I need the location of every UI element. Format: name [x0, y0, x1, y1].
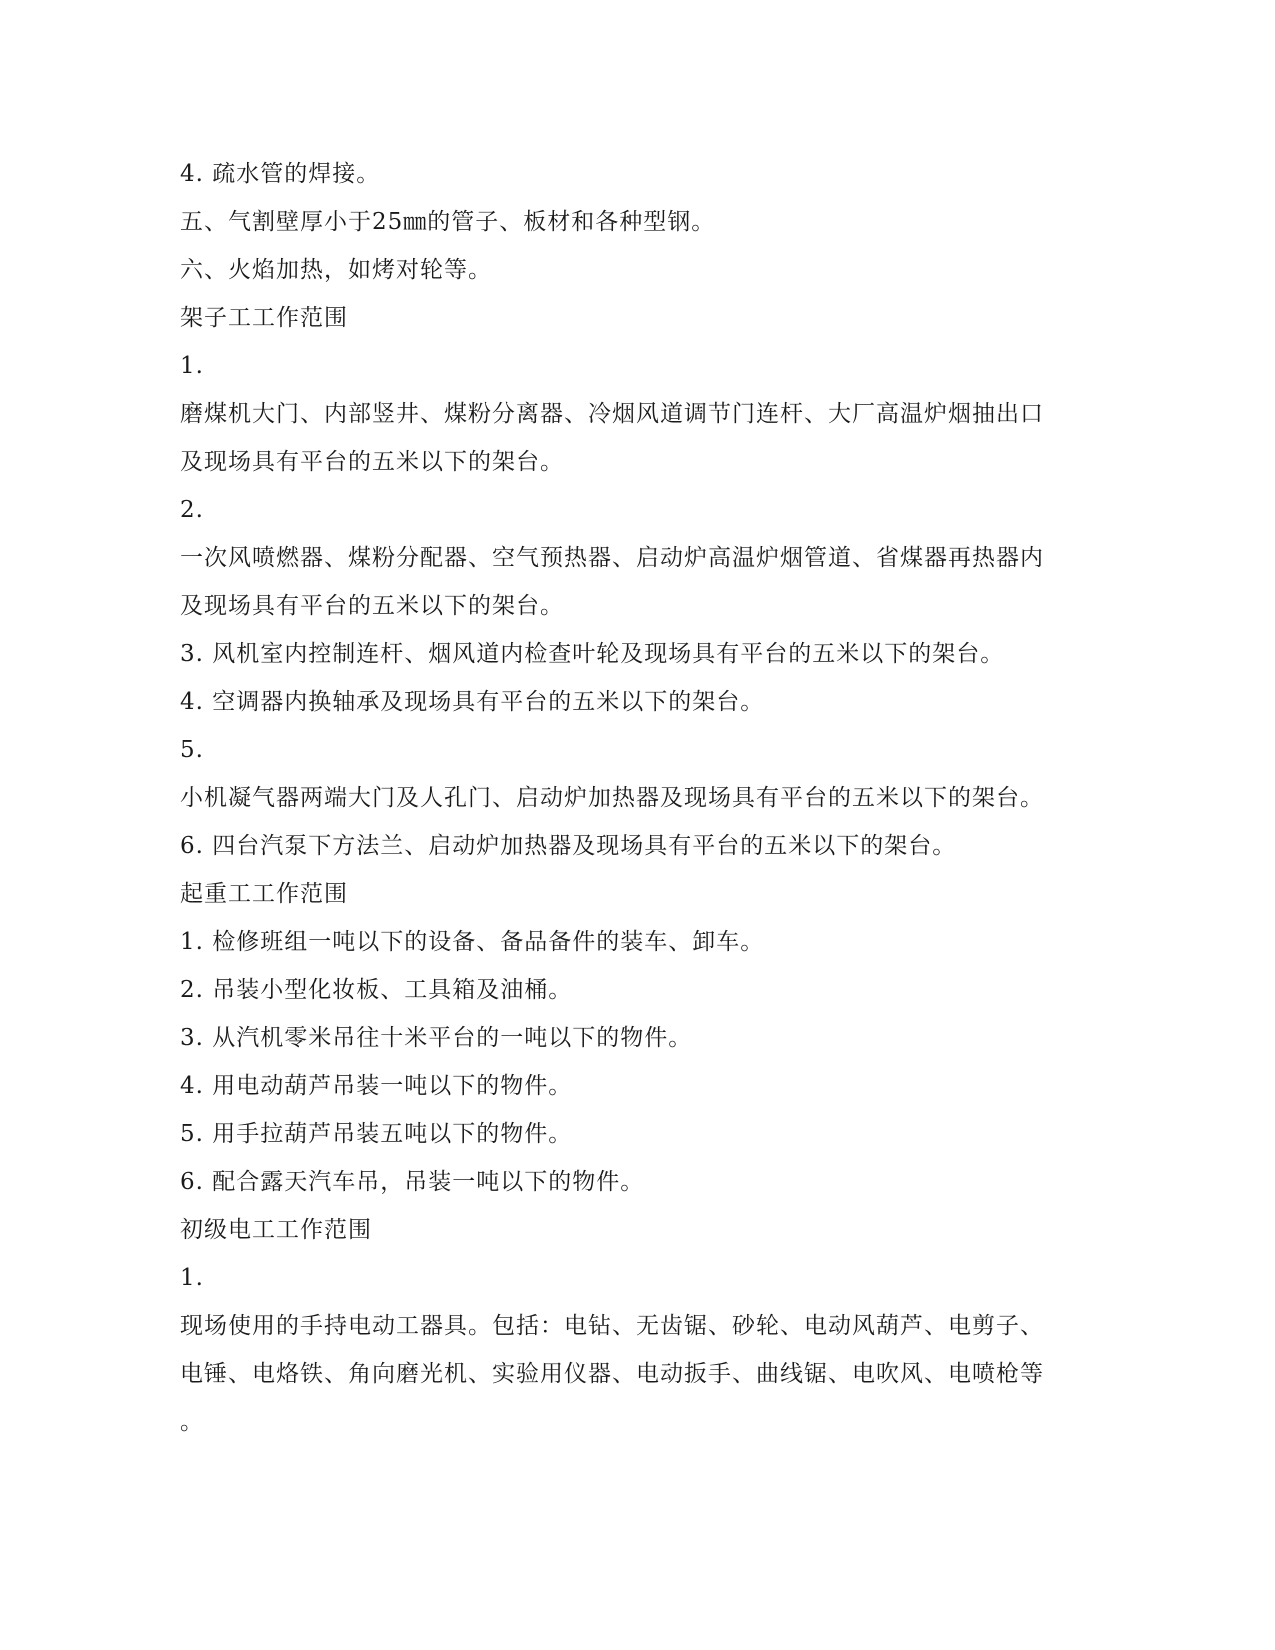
text-line-14: 小机凝气器两端大门及人孔门、启动炉加热器及现场具有平台的五米以下的架台。: [180, 785, 1044, 811]
text-line-6: 磨煤机大门、内部竖井、煤粉分离器、冷烟风道调节门连杆、大厂高温炉烟抽出口: [180, 401, 1044, 427]
text-line-19: 3. 从汽机零米吊往十米平台的一吨以下的物件。: [180, 1025, 693, 1051]
text-line-13: 5.: [180, 737, 204, 763]
text-line-11: 3. 风机室内控制连杆、烟风道内检查叶轮及现场具有平台的五米以下的架台。: [180, 641, 1005, 667]
text-line-24: 1.: [180, 1265, 204, 1291]
text-line-5: 1.: [180, 353, 204, 379]
text-line-27: 。: [180, 1409, 204, 1435]
text-line-15: 6. 四台汽泵下方法兰、启动炉加热器及现场具有平台的五米以下的架台。: [180, 833, 957, 859]
section-heading-rigger: 起重工工作范围: [180, 881, 348, 907]
text-line-25: 现场使用的手持电动工器具。包括：电钻、无齿锯、砂轮、电动风葫芦、电剪子、: [180, 1313, 1044, 1339]
text-line-18: 2. 吊装小型化妆板、工具箱及油桶。: [180, 977, 573, 1003]
text-line-8: 2.: [180, 497, 204, 523]
text-line-10: 及现场具有平台的五米以下的架台。: [180, 593, 564, 619]
text-line-2: 五、气割壁厚小于25㎜的管子、板材和各种型钢。: [180, 209, 716, 235]
text-line-21: 5. 用手拉葫芦吊装五吨以下的物件。: [180, 1121, 573, 1147]
text-line-17: 1. 检修班组一吨以下的设备、备品备件的装车、卸车。: [180, 929, 765, 955]
document-body: [180, 150, 1080, 1446]
text-line-3: 六、火焰加热，如烤对轮等。: [180, 257, 492, 283]
text-line-12: 4. 空调器内换轴承及现场具有平台的五米以下的架台。: [180, 689, 765, 715]
text-line-9: 一次风喷燃器、煤粉分配器、空气预热器、启动炉高温炉烟管道、省煤器再热器内: [180, 545, 1044, 571]
section-heading-electrician: 初级电工工作范围: [180, 1217, 372, 1243]
section-heading-scaffolder: 架子工工作范围: [180, 305, 348, 331]
text-line-20: 4. 用电动葫芦吊装一吨以下的物件。: [180, 1073, 573, 1099]
text-line-22: 6. 配合露天汽车吊，吊装一吨以下的物件。: [180, 1169, 645, 1195]
text-line-26: 电锤、电烙铁、角向磨光机、实验用仪器、电动扳手、曲线锯、电吹风、电喷枪等: [180, 1361, 1044, 1387]
text-line-7: 及现场具有平台的五米以下的架台。: [180, 449, 564, 475]
text-line-1: 4. 疏水管的焊接。: [180, 161, 381, 187]
